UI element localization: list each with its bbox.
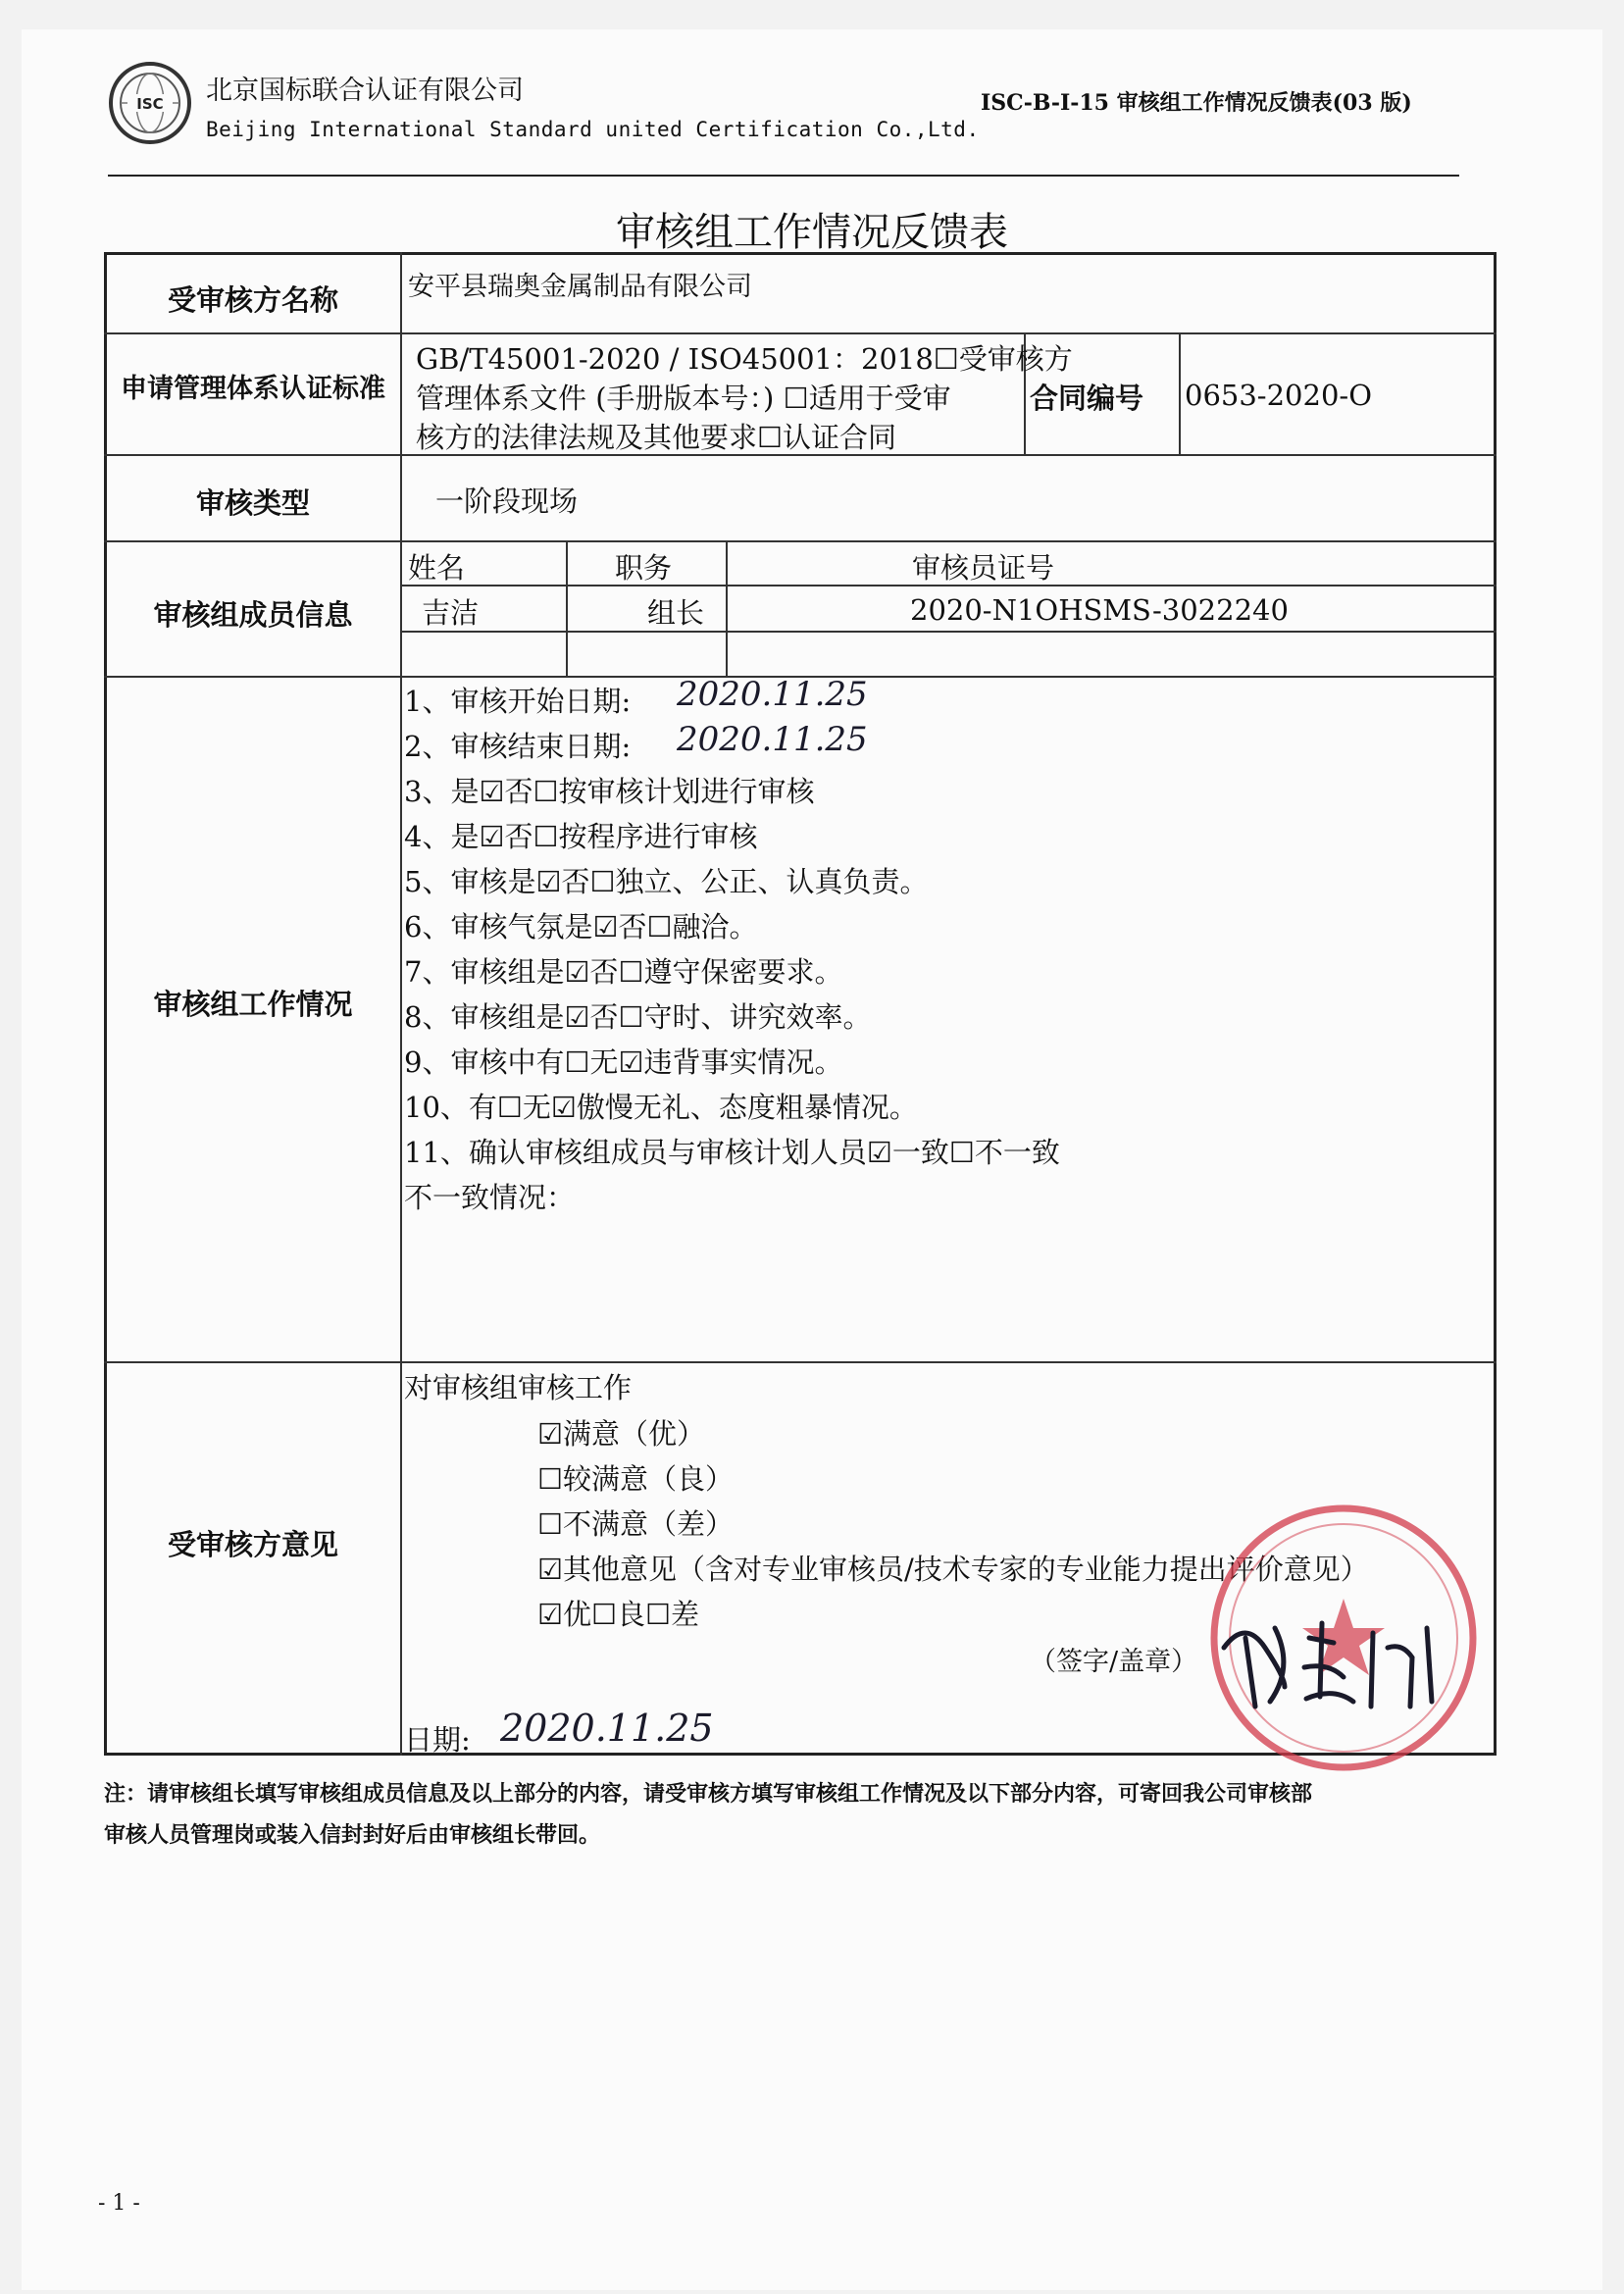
handwritten-signature-icon — [1216, 1608, 1451, 1716]
auditee-label: 受审核方名称 — [167, 283, 338, 317]
work-item: 不一致情况： — [404, 1181, 576, 1214]
work-label: 审核组工作情况 — [153, 988, 353, 1021]
members-header-name: 姓名 — [408, 551, 466, 585]
company-name-en: Beijing International Standard united Certification Co.,Ltd. — [206, 118, 980, 141]
row-divider — [104, 1361, 1497, 1363]
row-divider — [104, 332, 1497, 334]
work-item: 11、确认审核组成员与审核计划人员☑一致☐不一致 — [404, 1136, 1060, 1169]
work-item: 2、审核结束日期: — [404, 730, 632, 763]
standard-line: 核方的法律法规及其他要求☐认证合同 — [416, 421, 896, 454]
company-name-cn: 北京国标联合认证有限公司 — [206, 76, 524, 106]
handwritten-opinion-date: 2020.11.25 — [500, 1707, 714, 1750]
opinion-option-other: ☑其他意见（含对专业审核员/技术专家的专业能力提出评价意见） — [537, 1553, 1369, 1586]
work-item: 10、有☐无☑傲慢无礼、态度粗暴情况。 — [404, 1091, 918, 1124]
handwritten-start-date: 2020.11.25 — [677, 675, 868, 714]
work-item: 9、审核中有☐无☑违背事实情况。 — [404, 1045, 843, 1079]
work-item: 7、审核组是☑否☐遵守保密要求。 — [404, 955, 843, 989]
member-cert: 2020-N1OHSMS-3022240 — [910, 593, 1289, 627]
row-divider — [104, 540, 1497, 542]
standard-label: 申请管理体系认证标准 — [121, 374, 385, 404]
members-header-cert: 审核员证号 — [912, 551, 1055, 585]
work-item: 6、审核气氛是☑否☐融洽。 — [404, 910, 758, 943]
handwritten-end-date: 2020.11.25 — [677, 720, 868, 759]
document-code: ISC-B-I-15 审核组工作情况反馈表(03 版) — [981, 90, 1412, 116]
isc-logo-icon — [108, 61, 192, 145]
page-number: - 1 - — [98, 2191, 140, 2216]
opinion-label: 受审核方意见 — [167, 1528, 338, 1561]
member-name: 吉洁 — [422, 596, 480, 630]
col-divider — [1179, 332, 1181, 454]
opinion-date-label: 日期: — [404, 1723, 471, 1757]
footnote-line: 审核人员管理岗或装入信封封好后由审核组长带回。 — [104, 1823, 601, 1848]
audit-type-value: 一阶段现场 — [435, 484, 579, 518]
work-item: 5、审核是☑否☐独立、公正、认真负责。 — [404, 865, 929, 898]
opinion-option-excellent: ☑满意（优） — [537, 1417, 705, 1451]
work-item: 4、是☑否☐按程序进行审核 — [404, 820, 758, 853]
col-divider — [726, 540, 728, 676]
contract-label: 合同编号 — [1030, 382, 1144, 415]
standard-line: 管理体系文件 (手册版本号：) ☐适用于受审 — [416, 382, 951, 415]
opinion-option-poor: ☐不满意（差） — [537, 1507, 734, 1541]
work-item: 1、审核开始日期: — [404, 685, 632, 718]
signature-label: （签字/盖章） — [1030, 1647, 1198, 1677]
opinion-rating: ☑优☐良☐差 — [537, 1598, 699, 1631]
logo-text: ISC — [136, 95, 164, 113]
work-item: 8、审核组是☑否☐守时、讲究效率。 — [404, 1000, 872, 1034]
audit-type-label: 审核类型 — [195, 486, 310, 520]
opinion-intro: 对审核组审核工作 — [404, 1371, 633, 1404]
standard-line: GB/T45001-2020 / ISO45001：2018☐受审核方 — [416, 342, 1073, 376]
contract-number: 0653-2020-O — [1185, 379, 1372, 412]
work-item: 3、是☑否☐按审核计划进行审核 — [404, 775, 815, 808]
col-divider — [566, 540, 568, 676]
header-divider — [108, 175, 1459, 177]
footnote-line: 注：请审核组长填写审核组成员信息及以上部分的内容，请受审核方填写审核组工作情况及以下部分内容，可寄回我公司审核部 — [104, 1782, 1313, 1807]
members-header-role: 职务 — [615, 551, 673, 585]
members-label: 审核组成员信息 — [153, 598, 353, 632]
auditee-value: 安平县瑞奥金属制品有限公司 — [408, 272, 752, 302]
opinion-option-good: ☐较满意（良） — [537, 1462, 734, 1496]
page-title: 审核组工作情况反馈表 — [616, 210, 1008, 255]
member-role: 组长 — [647, 596, 705, 630]
